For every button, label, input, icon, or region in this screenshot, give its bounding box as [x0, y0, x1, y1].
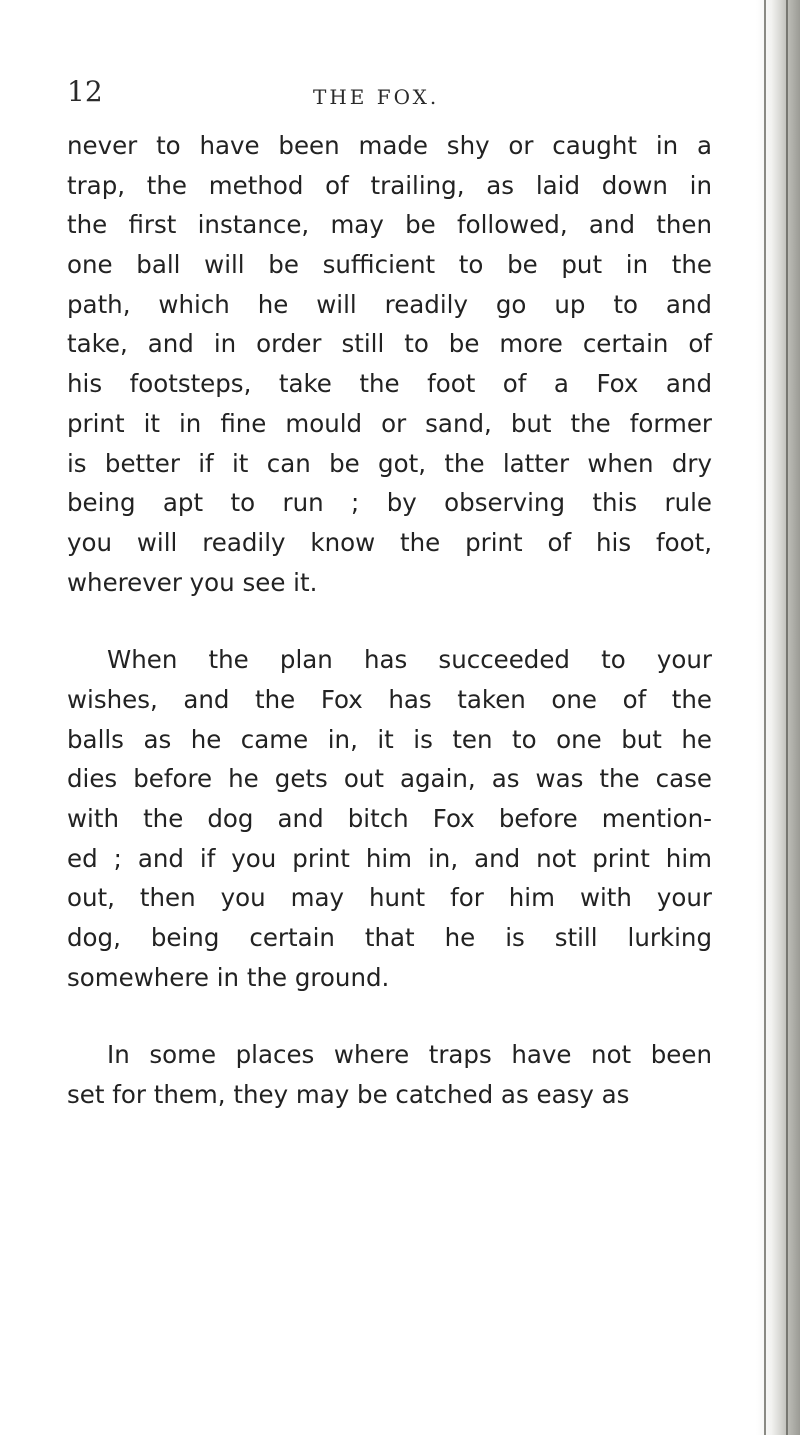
- page-edge-line: [764, 0, 766, 1435]
- body-text: [67, 126, 712, 1115]
- text-line: take, and in order still to be more certain of: [67, 329, 712, 359]
- paragraph: [67, 126, 712, 602]
- text-line: print it in fine mould or sand, but the former: [67, 408, 712, 438]
- text-line: somewhere in the ground.: [67, 962, 390, 992]
- text-line: trap, the method of trailing, as laid down in: [67, 170, 712, 200]
- text-line: out, then you may hunt for him with your: [67, 883, 712, 913]
- text-line: one ball will be sufficient to be put in the: [67, 250, 712, 280]
- text-line: In some places where traps have not been: [107, 1040, 712, 1070]
- text-line: his footsteps, take the foot of a Fox and: [67, 369, 712, 399]
- text-line: path, which he will readily go up to and: [67, 289, 712, 319]
- text-line: is better if it can be got, the latter when dry: [67, 448, 712, 478]
- text-line: with the dog and bitch Fox before mention-: [67, 804, 712, 833]
- paragraph: [67, 1035, 712, 1114]
- text-line: When the plan has succeeded to your: [107, 645, 712, 675]
- text-line: dies before he gets out again, as was the case: [67, 764, 712, 794]
- text-line: set for them, they may be catched as easy as: [67, 1080, 630, 1110]
- page-edge-shadow: [756, 0, 800, 1435]
- paragraph-spacer: [67, 602, 712, 640]
- text-line: never to have been made shy or caught in a: [67, 131, 712, 160]
- text-line: being apt to run ; by observing this rule: [67, 488, 712, 518]
- text-line: dog, being certain that he is still lurking: [67, 923, 712, 953]
- text-line: wishes, and the Fox has taken one of the: [67, 684, 712, 714]
- page-number: 12: [67, 75, 103, 108]
- page-edge-line: [786, 0, 788, 1435]
- text-line: ed ; and if you print him in, and not print him: [67, 843, 712, 873]
- paragraph: [67, 640, 712, 997]
- text-line: you will readily know the print of his foot,: [67, 527, 712, 557]
- text-line: wherever you see it.: [67, 567, 318, 597]
- text-line: the first instance, may be followed, and then: [67, 210, 712, 240]
- paragraph-spacer: [67, 997, 712, 1035]
- text-line: balls as he came in, it is ten to one but he: [67, 724, 712, 754]
- running-title: THE FOX.: [313, 85, 440, 109]
